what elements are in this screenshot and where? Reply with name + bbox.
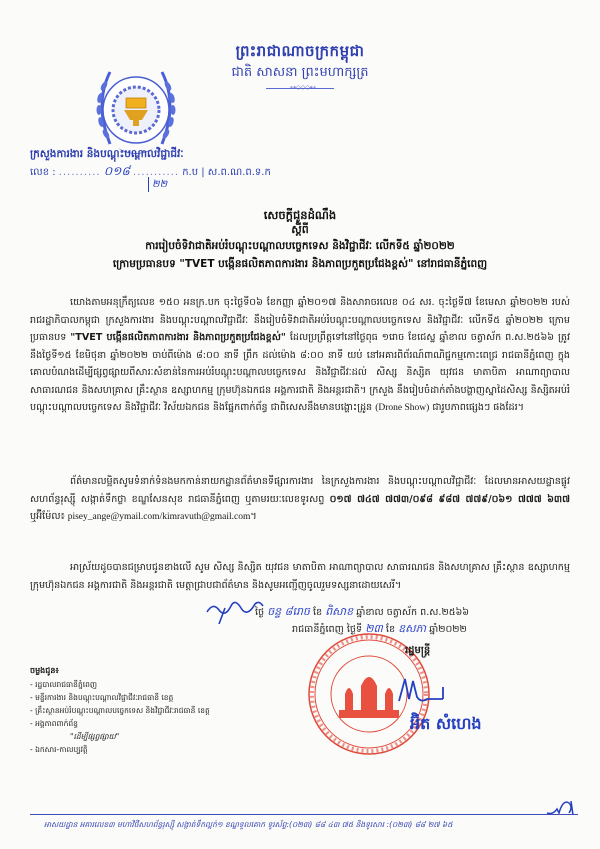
event-theme: "TVET បង្កើនផលិតភាពការងារ និងភាពប្រកួតប្រជែងខ្ពស់": [70, 332, 286, 343]
list-item: - ឯកសារ-កាលប្បវត្តិ: [30, 743, 210, 756]
ref-handwritten-year: ២២: [148, 177, 167, 192]
footer-address: អាសយដ្ឋាន អគារលេខ៣ មហាវិថីសហព័ន្ធរុស្ស៊ី សង្កាត់ទឹកល្អក់១ ខណ្ឌទួលគោក ទូរស័ព្ទ:(០២៣) ៨៨ ៤៣ ៧៥ និងទូរសារ :(០២៣) ៨៨ ២៧ ៦៥: [44, 820, 453, 829]
footer-rule: [30, 814, 578, 815]
kingdom-title: ព្រះរាជាណាចក្រកម្ពុជា: [235, 42, 365, 60]
ref-label: លេខ :: [30, 167, 56, 178]
reference-number: លេខ : .......... ០១៨ ........... ក.ប | ស.ព.ណ.ព.ទ.ក ២២: [30, 164, 271, 190]
solar-date: រាជធានីភ្នំពេញ ថ្ងៃទី ២៣ ខែ ឧសភា ឆ្នាំ២០២២: [292, 622, 467, 635]
document-about: ស្តីពី: [291, 223, 309, 236]
ref-code: ក.ប: [182, 167, 199, 178]
subject-line-1: ការរៀបចំទិវាជាតិអប់រំបណ្តុះបណ្តាលបច្ចេកទេស និងវិជ្ជាជីវៈ លើកទី៥ ឆ្នាំ២០២២: [145, 240, 455, 252]
lunar-date: ថ្ងៃ ចន្ទ ៨រោច ខែ ពិសាខ ឆ្នាំខាល ចត្វាស័ក ព.ស.២៥៦៦: [255, 605, 470, 618]
document-type: សេចក្តីជូនដំណឹង: [263, 208, 337, 222]
list-item: - មន្ទីរការងារ និងបណ្តុះបណ្តាលវិជ្ជាជីវៈរាជធានី ខេត្ត: [30, 691, 210, 704]
ref-unit: ស.ព.ណ.ព.ទ.ក: [207, 167, 271, 178]
body-paragraph-2: ព័ត៌មានលម្អិតសូមទំនាក់ទំនងមកកាន់នាយកដ្ឋានព័ត៌មានទីផ្សារការងារ នៃក្រសួងការងារ និងបណ្តុះបណ្តាលវិជ្ជាជីវៈ ដែលមានអាសយដ្ឋានផ្លូវសហព័ន្ធរុស្ស៊ី សង្កាត់ទឹកថ្លា ខណ្ឌសែនសុខ រាជធានីភ្នំពេញ ឬតាមរយៈលេខទូរសព្ទ ០១៧ ៧៤៧ ៧៧៣/០៩៨ ៩៨៧ ៧៧៩/០៦១ ៧៧៧ ៦៣៧ ឬអ៊ីម៉ែល៖ pisey_ange@ymail.com/kimravuth@gmail.com។: [30, 476, 571, 522]
body-paragraph-3: អាស្រ័យដូចបានជម្រាបជូនខាងលើ សូម សិស្ស និស្សិត យុវជន មាតាបិតា អាណាព្យាបាល សាធារណជន និងសហគ្រាស គ្រឹះស្ថាន ឧស្សាហកម្ម ក្រុមហ៊ុនឯកជន អង្គការជាតិ និងអន្តរជាតិ មេត្តាជ្រាបជាព័ត៌មាន និងសូមអញ្ជើញចូលរួមទស្សនាដោយសេរី។: [30, 562, 570, 591]
kingdom-motto: ជាតិ សាសនា ព្រះមហាក្សត្រ: [231, 65, 369, 80]
signer-title: រដ្ឋមន្ត្រី: [405, 645, 431, 656]
list-item: - គ្រឹះស្ថានអប់រំបណ្តុះបណ្តាលបច្ចេកទេស និងវិជ្ជាជីវៈរាជធានី ខេត្ត: [30, 704, 210, 717]
contact-phones: ០១៧ ៧៤៧ ៧៧៣/០៩៨ ៩៨៧ ៧៧៩/០៦១ ៧៧៧ ៦៣៧: [329, 493, 571, 505]
signer-name: អ៊ិត សំហេង: [410, 714, 482, 733]
list-item-note: "ដើម្បីផ្សព្វផ្សាយ": [70, 732, 120, 741]
title-ornament: ⊶◇◇◇⊷: [266, 88, 334, 90]
list-item: - រដ្ឋបាលរាជធានីភ្នំពេញ: [30, 678, 210, 691]
ref-handwritten-number: ០១៨: [103, 164, 130, 178]
contact-email[interactable]: pisey_ange@ymail.com/kimravuth@gmail.com: [67, 512, 251, 522]
copies-list: [30, 678, 210, 756]
subject-line-2: ក្រោមប្រធានបទ "TVET បង្កើនផលិតភាពការងារ និងភាពប្រកួតប្រជែងខ្ពស់" នៅរាជធានីភ្នំពេញ: [112, 258, 488, 270]
body-paragraph-1: យោងតាមអនុក្រឹត្យលេខ ១៥០ អនក្រ.បក ចុះថ្ងៃទី០៦ ខែកញ្ញា ឆ្នាំ២០១៧ និងសារាចរលេខ ០៤ សរ. ចុះថ្ងៃទី៧ ខែមេសា ឆ្នាំ២០២២ របស់រាជរដ្ឋាភិបាលកម្ពុជា ក្រសួងការងារ និងបណ្តុះបណ្តាលវិជ្ជាជីវៈ នឹងរៀបចំទិវាជាតិអប់រំបណ្តុះបណ្តាលបច្ចេកទេស និងវិជ្ជាជីវៈ លើកទី៥ ឆ្នាំ២០២២ ក្រោមប្រធានបទ "TVET បង្កើនផលិតភាពការងារ និងភាពប្រកួតប្រជែងខ្ពស់" ដែលប្រព្រឹត្តទៅនៅថ្ងៃពុធ ១រោច ខែជេស្ឋ ឆ្នាំខាល ចត្វាស័ក ព.ស.២៥៦៦ ត្រូវនឹងថ្ងៃទី១៥ ខែមិថុនា ឆ្នាំ២០២២ ចាប់ពីម៉ោង ៨:០០ នាទី ព្រឹក ដល់ម៉ោង ៨:០០ នាទី យប់ នៅអគារពិព័រណ៍ពាណិជ្ជកម្មកោះពេជ្រ រាជធានីភ្នំពេញ ក្នុងគោលបំណងដើម្បីផ្សព្វផ្សាយពីសារៈសំខាន់នៃការអប់រំបណ្តុះបណ្តាលបច្ចេកទេស និងវិជ្ជាជីវៈដល់ សិស្ស និស្សិត យុវជន មាតាបិតា អាណាព្យាបាល សាធារណជន និងសហគ្រាស គ្រឹះស្ថាន ឧស្សាហកម្ម ក្រុមហ៊ុនឯកជន អង្គការជាតិ និងអន្តរជាតិ។ ក្រសួង នឹងរៀបចំដាក់តាំងបង្ហាញស្នាដៃសិស្ស និស្សិតអប់រំបណ្តុះបណ្តាលបច្ចេកទេស និងវិជ្ជាជីវៈ វិស័យឯកជន និងផ្នែកពាក់ព័ន្ធ ជាពិសេសនឹងមានបង្ហោះដ្រូន (Drone Show) ជារូបភាពផ្សេងៗ ផងដែរ។: [30, 297, 570, 413]
copies-title: ចម្លងជូន៖: [30, 666, 59, 675]
signature-icon: [395, 675, 445, 705]
sender-ministry: ក្រសួងការងារ និងបណ្តុះបណ្តាលវិជ្ជាជីវៈ: [30, 148, 184, 160]
list-item: - អង្គភាពពាក់ព័ន្ធ: [30, 717, 210, 730]
